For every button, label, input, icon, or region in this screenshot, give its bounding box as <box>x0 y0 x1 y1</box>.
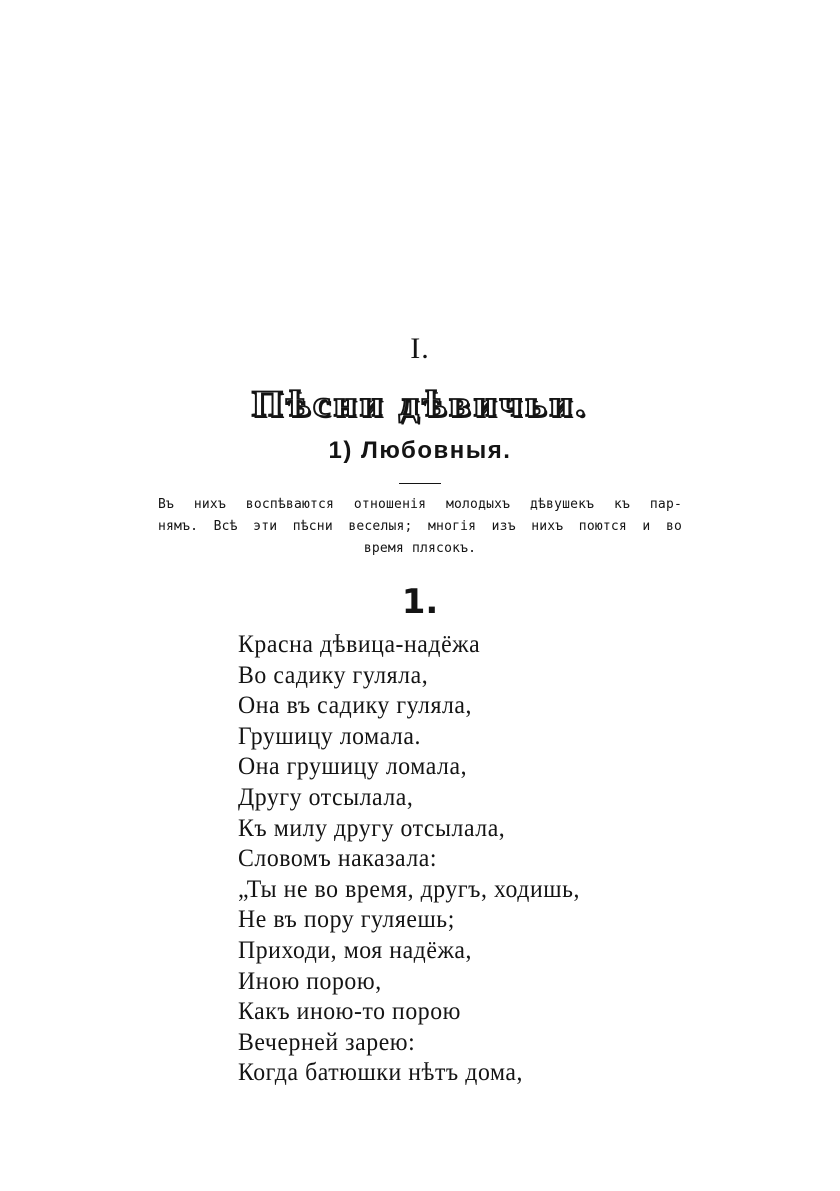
verse-line: Вечерней зарею: <box>238 1028 416 1056</box>
title-divider <box>399 483 441 484</box>
intro-line: время плясокъ. <box>363 541 477 556</box>
intro-line: Въ нихъ воспѣваются отношенія молодыхъ дѣвушекъ къ пар- <box>158 497 682 512</box>
verse-line: Иною порою, <box>238 967 382 995</box>
intro-paragraph <box>158 494 682 560</box>
verse-line: Она грушицу ломала, <box>238 753 468 781</box>
verse-line: Словомъ наказала: <box>238 845 438 873</box>
verse-line: Она въ садику гуляла, <box>238 692 473 720</box>
section-title: Пѣсни дѣвичьи. <box>251 382 589 425</box>
song-number: 1. <box>401 582 439 622</box>
verse-line: Во садику гуляла, <box>238 661 429 689</box>
song-verse <box>238 630 656 1089</box>
intro-line: нямъ. Всѣ эти пѣсни веселыя; многія изъ нихъ поются и во <box>158 519 682 534</box>
verse-line: Когда батюшки нѣтъ дома, <box>238 1059 523 1087</box>
verse-line: Другу отсылала, <box>238 783 414 811</box>
verse-line: Не въ пору гуляешь; <box>238 906 455 934</box>
verse-line: „Ты не во время, другъ, ходишь, <box>238 875 580 903</box>
verse-line: Къ милу другу отсылала, <box>238 814 506 842</box>
section-number: I. <box>410 332 430 365</box>
verse-line: Грушицу ломала. <box>238 722 421 750</box>
verse-line: Какъ иною-то порою <box>238 998 461 1026</box>
subsection-title: 1) Любовныя. <box>328 437 512 464</box>
verse-line: Приходи, моя надёжа, <box>238 936 473 964</box>
verse-line: Красна дѣвица-надёжа <box>238 631 481 658</box>
